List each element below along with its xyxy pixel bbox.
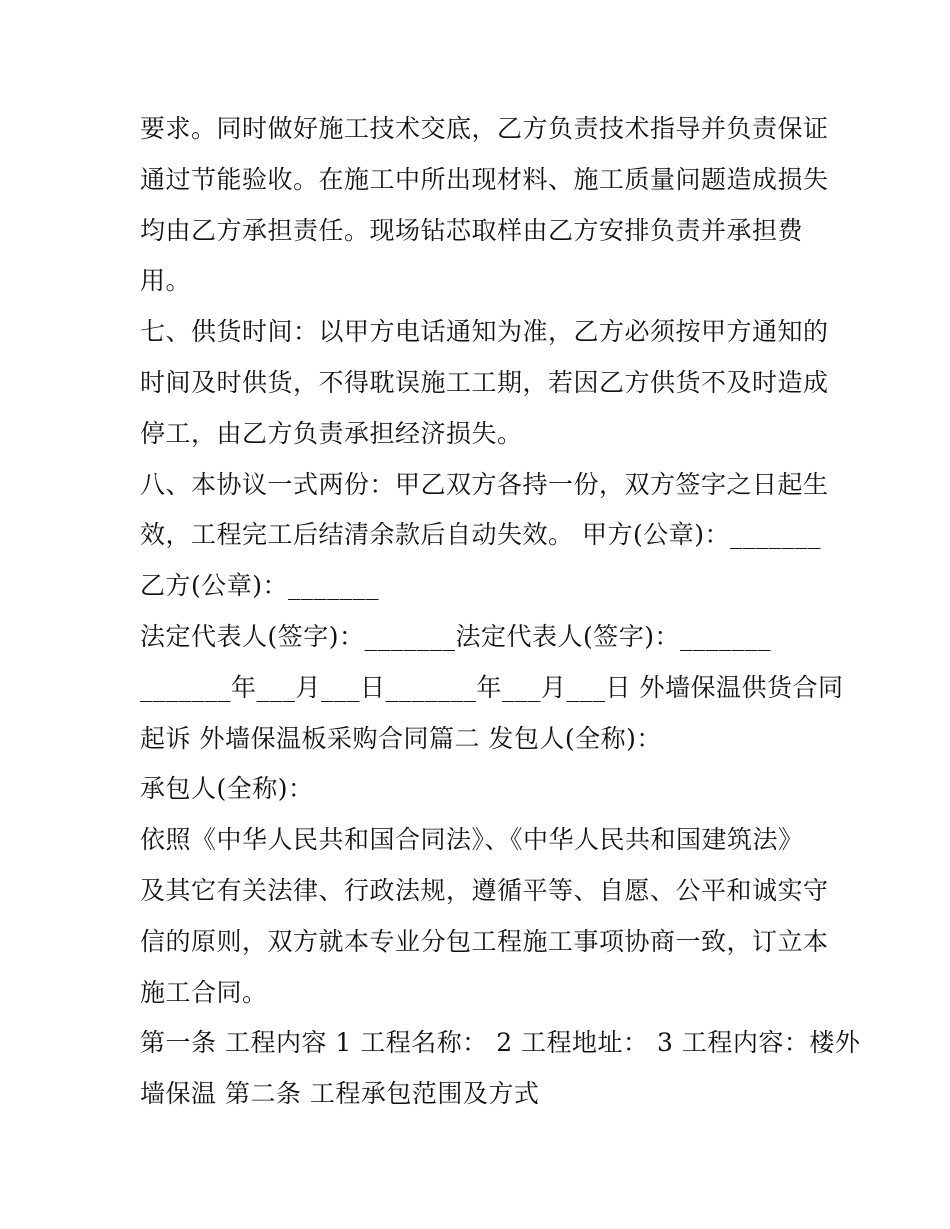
text-line: 通过节能验收。在施工中所出现材料、施工质量问题造成损失 — [140, 164, 829, 194]
text-line: 依照《中华人民共和国合同法》、《中华人民共和国建筑法》 — [140, 825, 804, 855]
text-line: 承包人(全称)： — [140, 774, 314, 804]
text-line: 效，工程完工后结清余款后自动失效。 甲方(公章)：_______ — [140, 520, 821, 550]
text-line: 七、供货时间：以甲方电话通知为准，乙方必须按甲方通知的 — [140, 317, 829, 347]
text-line: 要求。同时做好施工技术交底，乙方负责技术指导并负责保证 — [140, 114, 829, 143]
contract-text — [140, 104, 861, 1120]
text-line: 乙方(公章)：_______ — [140, 571, 380, 601]
text-line: 墙保温 第二条 工程承包范围及方式 — [140, 1079, 540, 1109]
text-line: 及其它有关法律、行政法规，遵循平等、自愿、公平和诚实守 — [140, 875, 829, 905]
text-line: 八、本协议一式两份：甲乙双方各持一份，双方签字之日起生 — [140, 469, 829, 499]
text-line: 用。 — [140, 266, 192, 296]
text-line: 均由乙方承担责任。现场钻芯取样由乙方安排负责并承担费 — [140, 215, 804, 245]
text-line: 法定代表人(签字)：_______法定代表人(签字)：_______ — [140, 621, 772, 651]
text-line: 第一条 工程内容 1 工程名称： 2 工程地址： 3 工程内容：楼外 — [140, 1028, 861, 1058]
text-line: 信的原则，双方就本专业分包工程施工事项协商一致，订立本 — [140, 926, 829, 956]
text-line: 起诉 外墙保温板采购合同篇二 发包人(全称)： — [140, 723, 662, 753]
text-line: 停工，由乙方负责承担经济损失。 — [140, 418, 523, 448]
text-line: 施工合同。 — [140, 977, 268, 1007]
text-line: 时间及时供货，不得耽误施工工期，若因乙方供货不及时造成 — [140, 367, 829, 397]
text-line: _______年___月___日_______年___月___日 外墙保温供货合同 — [140, 672, 844, 702]
